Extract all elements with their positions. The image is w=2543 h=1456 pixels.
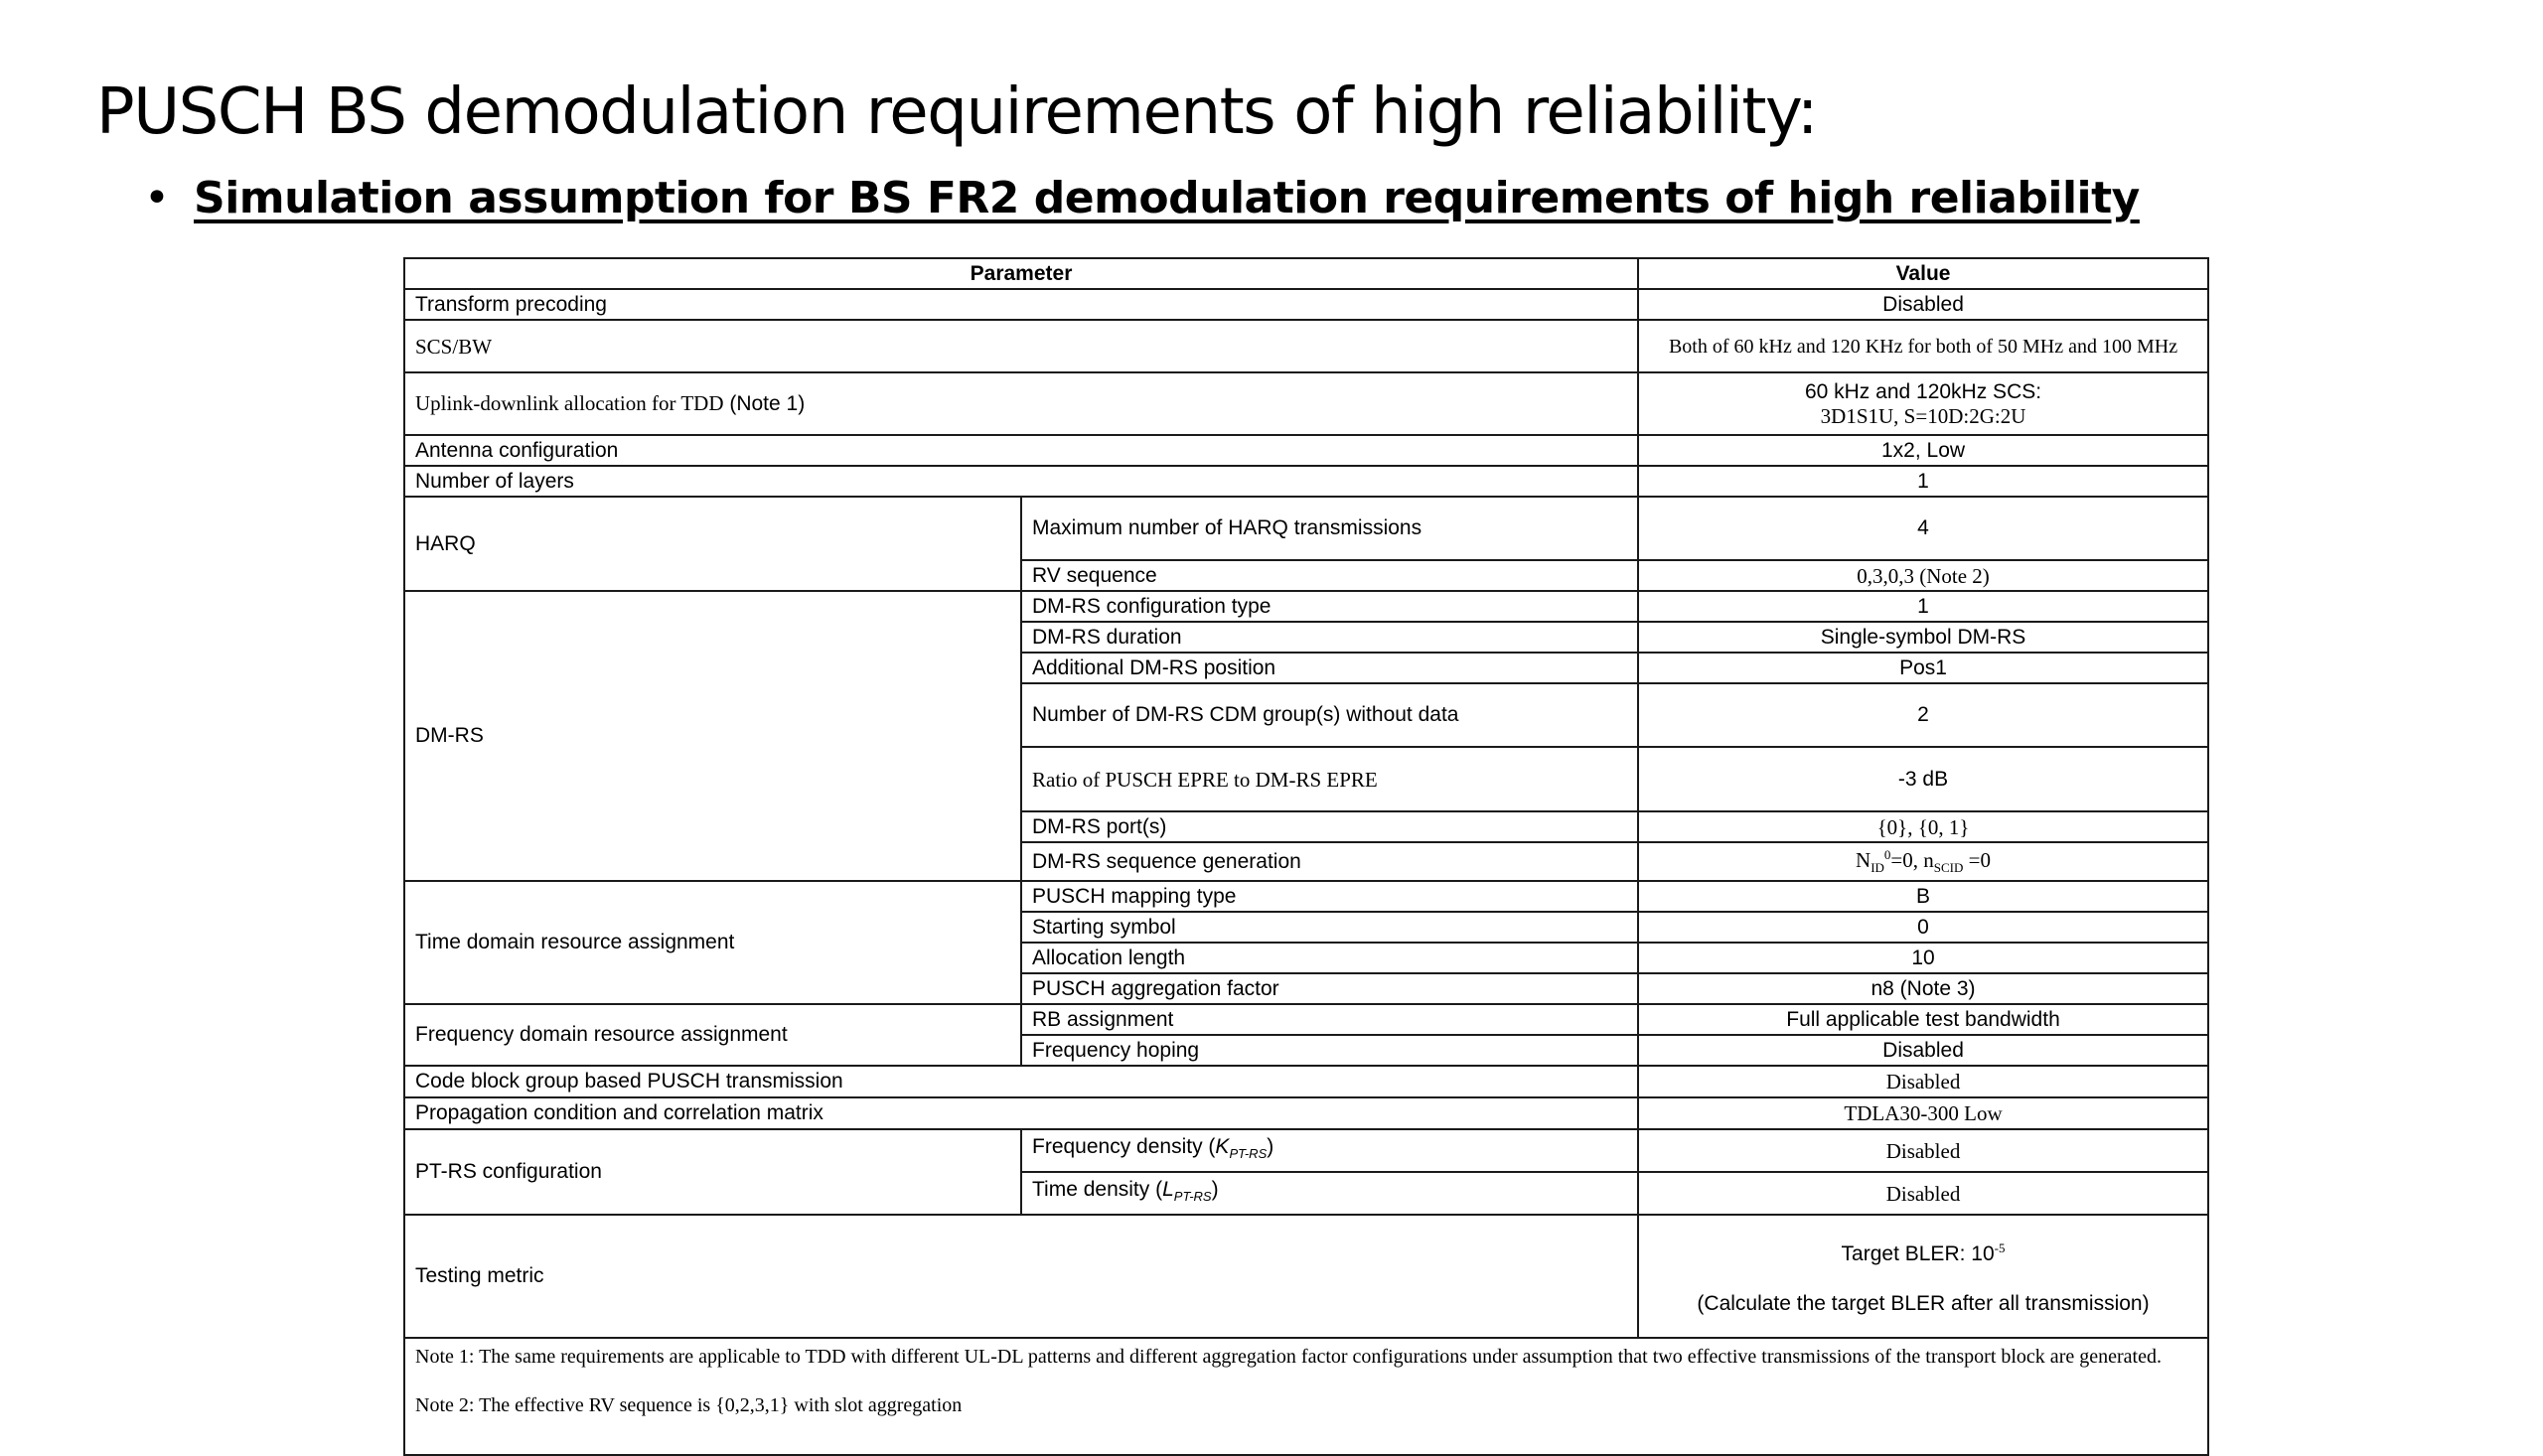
sub-param-label: Frequency density $(K_{PT-RS})$ bbox=[1021, 1129, 1638, 1172]
target-bler-note: (Calculate the target BLER after all transmission) bbox=[1697, 1292, 2150, 1316]
param-label-note: (Note 1) bbox=[729, 392, 806, 415]
header-value: Value bbox=[1638, 258, 2208, 289]
sub-param-label: Frequency hoping bbox=[1021, 1035, 1638, 1066]
param-value: Both of 60 kHz and 120 KHz for both of 50 MHz and 100 MHz bbox=[1638, 320, 2208, 372]
param-value: 1x2, Low bbox=[1638, 435, 2208, 466]
group-label: Time domain resource assignment bbox=[404, 881, 1021, 1004]
param-value: Disabled bbox=[1638, 289, 2208, 320]
table-row bbox=[404, 320, 2208, 372]
table-row bbox=[404, 881, 2208, 912]
param-value: {0}, {0, 1} bbox=[1638, 811, 2208, 842]
sub-param-label: Starting symbol bbox=[1021, 912, 1638, 943]
param-label: Antenna configuration bbox=[404, 435, 1638, 466]
simulation-assumption-table bbox=[403, 257, 2209, 1456]
table-row bbox=[404, 591, 2208, 622]
param-value: Single-symbol DM-RS bbox=[1638, 622, 2208, 653]
param-value: $N_{ID}^0=0$, $n_{SCID} =0$ bbox=[1638, 842, 2208, 881]
bullet-item bbox=[144, 169, 2140, 228]
param-value: TDLA30-300 Low bbox=[1638, 1097, 2208, 1129]
table-row bbox=[404, 497, 2208, 560]
param-value: Disabled bbox=[1638, 1172, 2208, 1215]
param-value: Disabled bbox=[1638, 1066, 2208, 1097]
notes-row bbox=[404, 1338, 2208, 1455]
sub-param-label: Maximum number of HARQ transmissions bbox=[1021, 497, 1638, 560]
table-row bbox=[404, 372, 2208, 435]
param-value: 2 bbox=[1638, 683, 2208, 747]
table-row bbox=[404, 1066, 2208, 1097]
param-value: 1 bbox=[1638, 591, 2208, 622]
bullet-heading: Simulation assumption for BS FR2 demodulation requirements of high reliability bbox=[194, 173, 2140, 223]
param-value: Pos1 bbox=[1638, 653, 2208, 683]
slide-title: PUSCH BS demodulation requirements of high reliability: bbox=[96, 75, 1818, 149]
value-line: 60 kHz and 120kHz SCS: bbox=[1804, 379, 2042, 403]
table-header-row bbox=[404, 258, 2208, 289]
sub-param-label: PUSCH mapping type bbox=[1021, 881, 1638, 912]
sub-param-label: PUSCH aggregation factor bbox=[1021, 973, 1638, 1004]
header-parameter: Parameter bbox=[404, 258, 1638, 289]
sub-param-label: Additional DM-RS position bbox=[1021, 653, 1638, 683]
param-value: B bbox=[1638, 881, 2208, 912]
group-label: PT-RS configuration bbox=[404, 1129, 1021, 1215]
param-value: Full applicable test bandwidth bbox=[1638, 1004, 2208, 1035]
param-value: 0,3,0,3 (Note 2) bbox=[1638, 560, 2208, 591]
table-row bbox=[404, 1004, 2208, 1035]
sub-param-label: DM-RS configuration type bbox=[1021, 591, 1638, 622]
param-value: Disabled bbox=[1638, 1035, 2208, 1066]
param-label: Transform precoding bbox=[404, 289, 1638, 320]
param-value: -3 dB bbox=[1638, 747, 2208, 811]
sub-param-label: Time density $(L_{PT-RS})$ bbox=[1021, 1172, 1638, 1215]
param-label: Number of layers bbox=[404, 466, 1638, 497]
table-row bbox=[404, 1215, 2208, 1338]
table-row bbox=[404, 289, 2208, 320]
group-label: HARQ bbox=[404, 497, 1021, 591]
param-value: 10 bbox=[1638, 943, 2208, 973]
group-label: DM-RS bbox=[404, 591, 1021, 881]
value-line: 3D1S1U, S=10D:2G:2U bbox=[1820, 403, 2026, 428]
param-label: SCS/BW bbox=[404, 320, 1638, 372]
note-2: Note 2: The effective RV sequence is {0,2,3,1} with slot aggregation bbox=[415, 1394, 963, 1417]
sub-param-label: DM-RS sequence generation bbox=[1021, 842, 1638, 881]
sub-param-label: Number of DM-RS CDM group(s) without data bbox=[1021, 683, 1638, 747]
sub-param-label: Allocation length bbox=[1021, 943, 1638, 973]
note-1: Note 1: The same requirements are applicable to TDD with different UL-DL patterns and different aggregation factor configurations under assumption that two effective transmissions of the transport block are generated. bbox=[415, 1346, 2162, 1369]
param-value bbox=[1638, 1215, 2208, 1338]
sub-param-label: DM-RS port(s) bbox=[1021, 811, 1638, 842]
sub-param-label: RB assignment bbox=[1021, 1004, 1638, 1035]
bullet-dot: • bbox=[144, 173, 170, 223]
param-value: n8 (Note 3) bbox=[1638, 973, 2208, 1004]
param-value: 1 bbox=[1638, 466, 2208, 497]
sub-param-label: DM-RS duration bbox=[1021, 622, 1638, 653]
table-row bbox=[404, 466, 2208, 497]
sub-param-label: Ratio of PUSCH EPRE to DM-RS EPRE bbox=[1021, 747, 1638, 811]
param-value: 0 bbox=[1638, 912, 2208, 943]
param-label: Testing metric bbox=[404, 1215, 1638, 1338]
param-value bbox=[1638, 372, 2208, 435]
table-row bbox=[404, 1097, 2208, 1129]
target-bler: Target BLER: $10^{-5}$ bbox=[1841, 1240, 2006, 1266]
param-value: Disabled bbox=[1638, 1129, 2208, 1172]
sub-param-label: RV sequence bbox=[1021, 560, 1638, 591]
param-label: Propagation condition and correlation matrix bbox=[404, 1097, 1638, 1129]
param-label-text: Uplink-downlink allocation for TDD bbox=[415, 391, 724, 415]
param-value: 4 bbox=[1638, 497, 2208, 560]
param-label bbox=[404, 372, 1638, 435]
table-row bbox=[404, 1129, 2208, 1172]
table-row bbox=[404, 435, 2208, 466]
notes-cell bbox=[404, 1338, 2208, 1455]
param-label: Code block group based PUSCH transmission bbox=[404, 1066, 1638, 1097]
group-label: Frequency domain resource assignment bbox=[404, 1004, 1021, 1066]
